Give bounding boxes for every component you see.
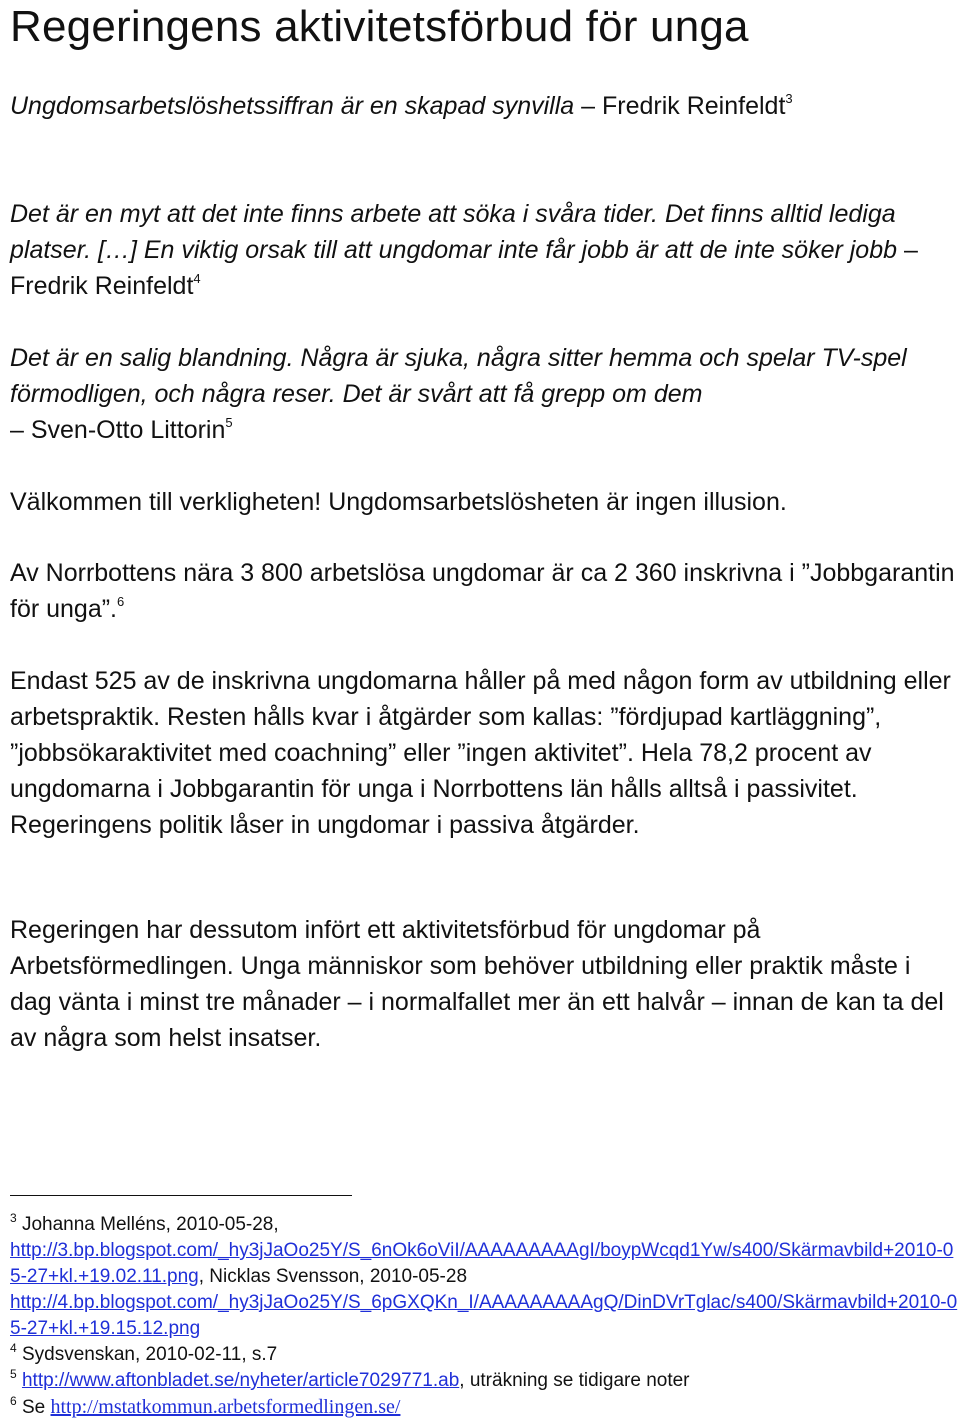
footnote-3 [10, 1212, 960, 1342]
footnote-text: Sydsvenskan, 2010-02-11, s.7 [21, 1344, 278, 1365]
footnote-number: 6 [10, 1394, 17, 1408]
footnote-number: 5 [10, 1367, 17, 1381]
quote-text: Det är en salig blandning. Några är sjuka, några sitter hemma och spelar TV-spel förmodligen, och några reser. Det är svårt att få grepp om dem [10, 344, 907, 408]
quote-block [10, 340, 955, 448]
quote-block [10, 88, 955, 124]
footnote-text: , uträkning se tidigare noter [459, 1370, 690, 1391]
footnote-ref[interactable]: 6 [117, 594, 125, 609]
page-title: Regeringens aktivitetsförbud för unga [10, 2, 749, 51]
body-paragraph: Välkommen till verkligheten! Ungdomsarbetslösheten är ingen illusion. [10, 488, 787, 516]
footnote-ref[interactable]: 5 [225, 415, 233, 430]
body-paragraph [10, 555, 955, 627]
footnote-ref[interactable]: 4 [193, 271, 201, 286]
quote-attribution: – Fredrik Reinfeldt [581, 92, 786, 120]
footnote-divider [10, 1195, 352, 1196]
quote-text: Ungdomsarbetslöshetssiffran är en skapad synvilla [10, 92, 575, 120]
footnote-link[interactable]: http://mstatkommun.arbetsformedlingen.se/ [50, 1396, 401, 1418]
quote-text: Det är en myt att det inte finns arbete att söka i svåra tider. Det finns alltid lediga platser. […] En viktig orsak till att ungdomar inte får jobb är att de inte söker jobb [10, 200, 898, 264]
footnote-text: Se [21, 1397, 46, 1418]
footnote-link[interactable]: http://3.bp.blogspot.com/_hy3jJaOo25Y/S_6nOk6oViI/AAAAAAAAAgI/boypWcqd1Yw/s400/Skärmavbild+2010-05-27+kl.+19.02.11.png [10, 1240, 954, 1287]
quote-attribution: – Fredrik Reinfeldt [10, 236, 918, 300]
body-paragraph: Regeringen har dessutom infört ett aktivitetsförbud för ungdomar på Arbetsförmedlingen. Unga människor som behöver utbildning eller praktik måste i dag vänta i minst tre månader – i normalfallet mer än ett halvår – innan de kan ta del av några som helst insatser. [10, 916, 944, 1052]
footnotes [10, 1212, 960, 1421]
footnote-text: , Nicklas Svensson, 2010-05-28 [198, 1266, 468, 1287]
paragraph-text: Av Norrbottens nära 3 800 arbetslösa ungdomar är ca 2 360 inskrivna i ”Jobbgarantin för unga”. [10, 559, 955, 623]
body-paragraph: Endast 525 av de inskrivna ungdomarna håller på med någon form av utbildning eller arbetspraktik. Resten hålls kvar i åtgärder som kallas: ”fördjupad kartläggning”, ”jobbsökaraktivitet med coachning” eller ”ingen aktivitet”. Hela 78,2 procent av ungdomarna i Jobbgarantin för unga i Norrbottens län hålls alltså i passivitet. Regeringens politik låser in ungdomar i passiva åtgärder. [10, 667, 951, 839]
footnote-5 [10, 1368, 960, 1394]
footnote-4 [10, 1342, 960, 1368]
quote-attribution: – Sven-Otto Littorin [10, 416, 226, 444]
footnote-source: Johanna Melléns, 2010-05-28, [21, 1214, 279, 1235]
footnote-number: 3 [10, 1211, 17, 1225]
footnote-link[interactable]: http://4.bp.blogspot.com/_hy3jJaOo25Y/S_6pGXQKn_I/AAAAAAAAAgQ/DinDVrTglac/s400/Skärmavbild+2010-05-27+kl.+19.15.12.png [10, 1292, 958, 1339]
quote-block [10, 196, 955, 304]
footnote-number: 4 [10, 1341, 17, 1355]
footnote-6 [10, 1394, 960, 1421]
footnote-ref[interactable]: 3 [785, 91, 793, 106]
footnote-link[interactable]: http://www.aftonbladet.se/nyheter/article7029771.ab [21, 1370, 460, 1391]
